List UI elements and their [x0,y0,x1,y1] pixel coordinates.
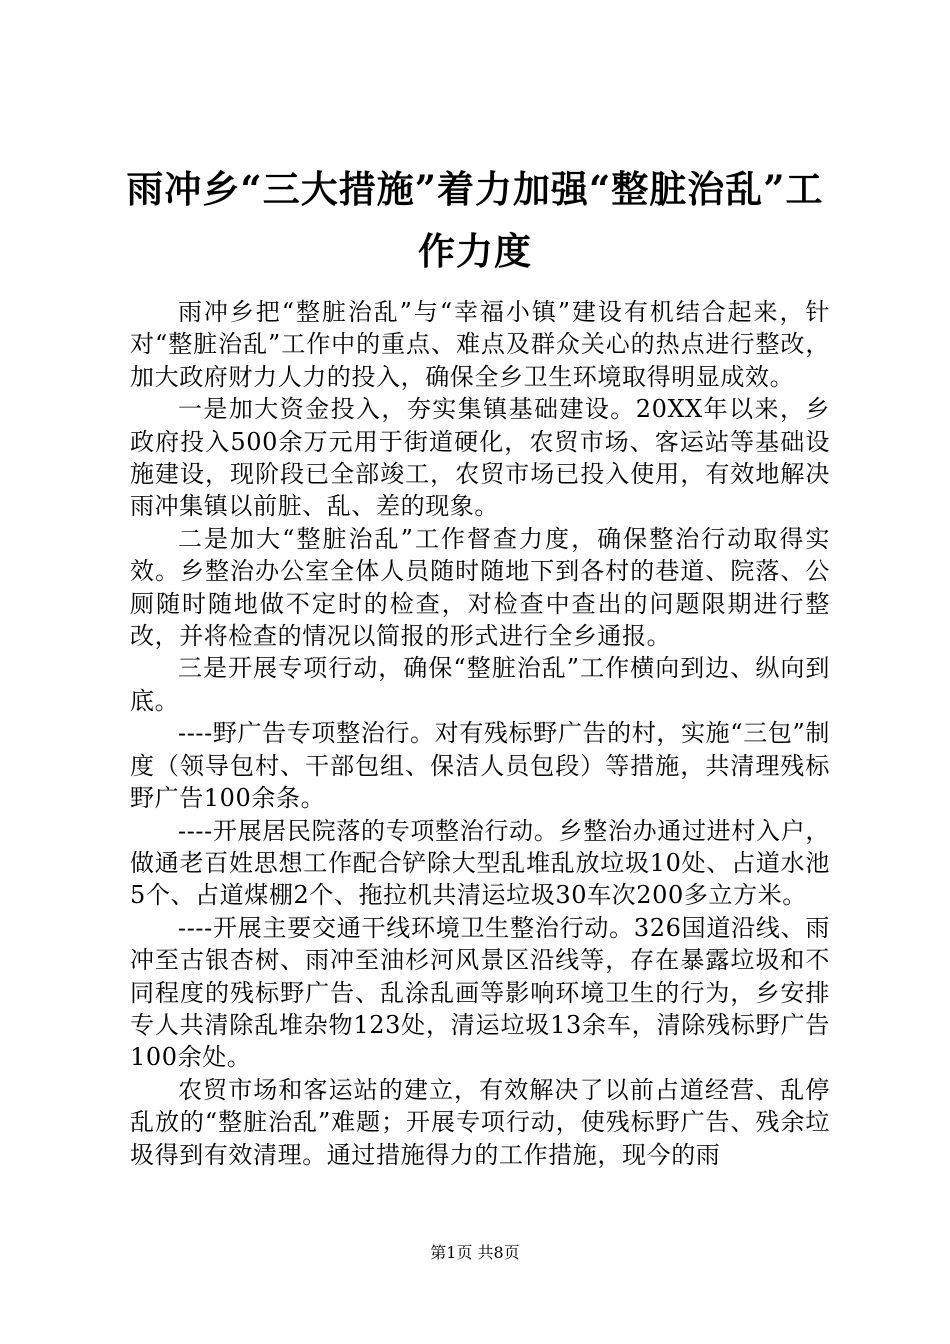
paragraph-action-ads: ----野广告专项整治行。对有残标野广告的村，实施“三包”制度（领导包村、干部包组、保洁人员包段）等措施，共清理残标野广告100余条。 [130,719,830,813]
paragraph-measure-two: 二是加大“整脏治乱”工作督查力度，确保整治行动取得实效。乡整治办公室全体人员随时随地下到各村的巷道、院落、公厕随时随地做不定时的检查，对检查中查出的问题限期进行整改，并将检查的情况以简报的形式进行全乡通报。 [130,524,830,651]
paragraph-measure-one: 一是加大资金投入，夯实集镇基础建设。20XX年以来，乡政府投入500余万元用于街道硬化，农贸市场、客运站等基础设施建设，现阶段已全部竣工，农贸市场已投入使用，有效地解决雨冲集镇以前脏、乱、差的现象。 [130,395,830,521]
paragraph-measure-three: 三是开展专项行动，确保“整脏治乱”工作横向到边、纵向到底。 [130,654,830,715]
paragraph-action-roads: ----开展主要交通干线环境卫生整治行动。326国道沿线、雨冲至古银杏树、雨冲至油杉河风景区沿线等，存在暴露垃圾和不同程度的残标野广告、乱涂乱画等影响环境卫生的行为，乡安排专人共清除乱堆杂物123处，清运垃圾13余车，清除残标野广告100余处。 [130,913,830,1072]
paragraph-action-courtyards: ----开展居民院落的专项整治行动。乡整治办通过进村入户，做通老百姓思想工作配合铲除大型乱堆乱放垃圾10处、占道水池5个、占道煤棚2个、拖拉机共清运垃圾30车次200多立方米。 [130,816,830,910]
paragraph-results: 农贸市场和客运站的建立，有效解决了以前占道经营、乱停乱放的“整脏治乱”难题；开展专项行动，使残标野广告、残余垃圾得到有效清理。通过措施得力的工作措施，现今的雨 [130,1075,830,1169]
page-number-footer: 第1页 共8页 [430,1243,520,1262]
document-body [130,296,830,1171]
document-title: 雨冲乡“三大措施”着力加强“整脏治乱”工作力度 [126,167,824,273]
paragraph-intro: 雨冲乡把“整脏治乱”与“幸福小镇”建设有机结合起来，针对“整脏治乱”工作中的重点、难点及群众关心的热点进行整改，加大政府财力人力的投入，确保全乡卫生环境取得明显成效。 [130,298,830,391]
